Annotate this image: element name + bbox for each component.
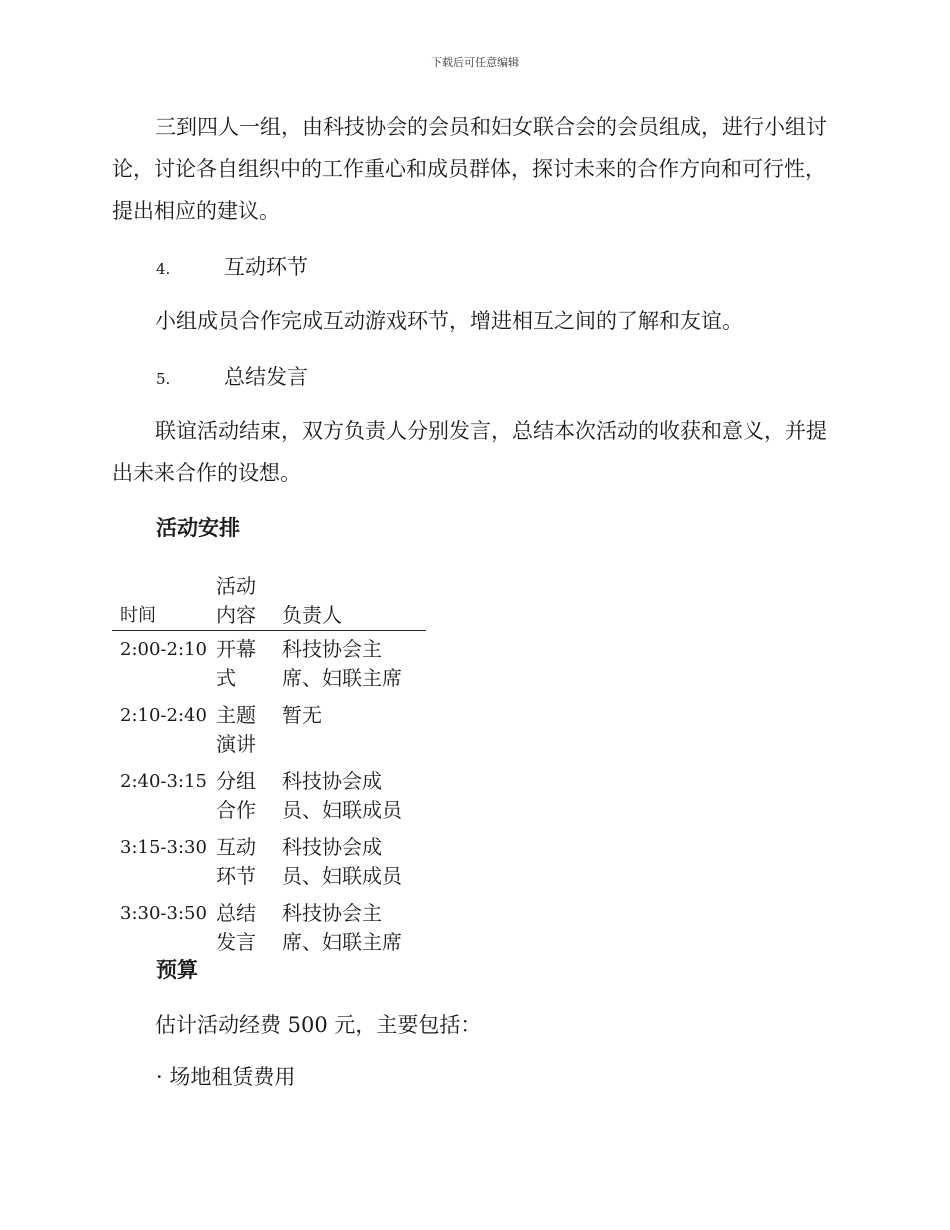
list-item-label: 总结发言 <box>224 365 308 389</box>
list-item-number: 4. <box>156 260 171 278</box>
cell-content: 主题演讲 <box>216 703 256 756</box>
heading-budget: 预算 <box>156 957 198 982</box>
column-header-owner: 负责人 <box>282 568 426 631</box>
list-item-interaction <box>156 252 308 284</box>
cell-time: 2:00-2:10 <box>120 639 207 660</box>
schedule-table <box>112 568 426 961</box>
paragraph-budget: 估计活动经费 500 元，主要包括： <box>155 1013 482 1037</box>
list-item-number: 5. <box>156 370 171 388</box>
cell-time: 2:10-2:40 <box>120 705 207 726</box>
cell-time: 2:40-3:15 <box>120 771 207 792</box>
cell-content: 总结发言 <box>216 901 256 954</box>
table-row <box>112 697 426 763</box>
cell-time: 3:15-3:30 <box>120 837 207 858</box>
bullet-item-venue-rental: · 场地租赁费用 <box>156 1065 296 1089</box>
cell-owner: 暂无 <box>282 703 322 727</box>
page-header: 下载后可任意编辑 <box>431 56 519 69</box>
cell-owner: 科技协会成员、妇联成员 <box>282 769 402 822</box>
paragraph-summary: 联谊活动结束，双方负责人分别发言，总结本次活动的收获和意义，并提出未来合作的设想。 <box>112 419 827 485</box>
list-item-summary <box>156 362 308 394</box>
cell-content: 开幕式 <box>216 637 256 690</box>
cell-content: 互动环节 <box>216 835 256 888</box>
cell-owner: 科技协会主席、妇联主席 <box>282 637 402 690</box>
table-row <box>112 631 426 698</box>
table-row <box>112 763 426 829</box>
paragraph-interaction: 小组成员合作完成互动游戏环节，增进相互之间的了解和友谊。 <box>155 309 743 333</box>
column-header-time: 时间 <box>112 568 216 631</box>
column-header-content: 活动内容 <box>216 568 282 631</box>
heading-schedule: 活动安排 <box>156 515 240 540</box>
table-row <box>112 895 426 961</box>
paragraph-group-discussion: 三到四人一组，由科技协会的会员和妇女联合会的会员组成，进行小组讨论，讨论各自组织中的工作重心和成员群体，探讨未来的合作方向和可行性，提出相应的建议。 <box>112 115 827 223</box>
list-item-label: 互动环节 <box>224 255 308 279</box>
table-row <box>112 829 426 895</box>
table-header-row <box>112 568 426 631</box>
cell-time: 3:30-3:50 <box>120 903 207 924</box>
cell-content: 分组合作 <box>216 769 256 822</box>
cell-owner: 科技协会成员、妇联成员 <box>282 835 402 888</box>
cell-owner: 科技协会主席、妇联主席 <box>282 901 402 954</box>
